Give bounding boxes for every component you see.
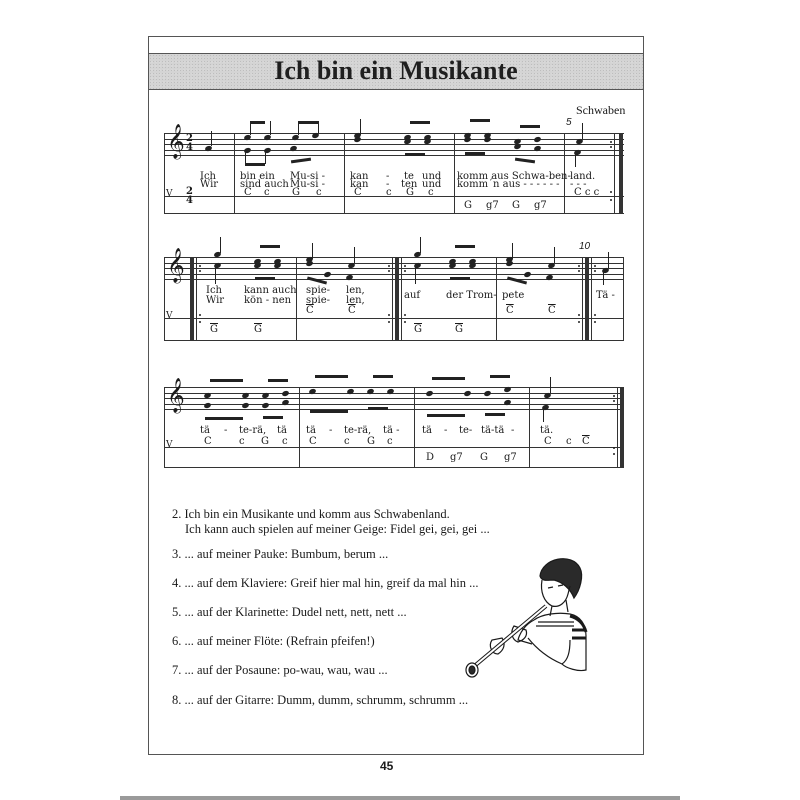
lyric: kann auch xyxy=(244,285,297,296)
lyric: - xyxy=(224,425,228,436)
treble-clef-icon: 𝄞 xyxy=(167,378,185,413)
lyric: komm aus Schwa-ben- xyxy=(457,171,571,182)
repeat-start-barline xyxy=(190,257,194,341)
lyric: kön - nen xyxy=(244,295,292,306)
verse-line: ... auf dem Klaviere: Greif hier mal hin, greif da mal hin ... xyxy=(184,576,479,590)
lyric: - xyxy=(386,179,390,190)
lyric: tä xyxy=(306,425,316,436)
chord: G xyxy=(512,200,520,211)
lyric: ten xyxy=(401,179,418,190)
lyric: te-rä, xyxy=(344,425,372,436)
chord: G xyxy=(261,436,269,447)
chord: $\overline{G}$ xyxy=(455,324,463,335)
chord: G xyxy=(406,187,414,198)
accompaniment-line xyxy=(164,196,624,197)
chord: $\overline{C}$ xyxy=(548,305,556,316)
clarinet-player-illustration-icon xyxy=(462,540,642,720)
verse-line: ... auf meiner Pauke: Bumbum, berum ... xyxy=(184,547,389,561)
treble-staff xyxy=(164,257,624,280)
chord: $\overline{G}$ xyxy=(210,324,218,335)
chord: g7 xyxy=(486,200,499,211)
chord: c xyxy=(316,187,322,198)
treble-clef-icon: 𝄞 xyxy=(167,248,185,283)
lyric: tä xyxy=(277,425,287,436)
chord: $\overline{C}$ xyxy=(582,436,590,447)
time-signature: 2 4 xyxy=(186,133,193,153)
lyric: len, xyxy=(346,295,365,306)
lyric: - xyxy=(329,425,333,436)
chord: c xyxy=(264,187,270,198)
accomp-marker: V xyxy=(166,311,173,321)
lyric: und xyxy=(422,171,442,182)
lyric: - - - xyxy=(570,179,587,190)
lyric: Mu-si - xyxy=(290,171,325,182)
song-title: Ich bin ein Musikante xyxy=(274,56,518,85)
lyric: tä-tä xyxy=(481,425,505,436)
lyric: Tä - xyxy=(596,290,615,301)
page-number: 45 xyxy=(380,759,394,773)
lyric: tä xyxy=(422,425,432,436)
lyric: auf xyxy=(404,290,421,301)
lyric: te-rä, xyxy=(239,425,267,436)
accompaniment-line xyxy=(164,447,624,448)
verse-7 xyxy=(172,663,388,678)
chord: C xyxy=(309,436,317,447)
lyric: sind auch xyxy=(240,179,289,190)
lyric: Wir xyxy=(206,295,225,306)
song-origin: Schwaben xyxy=(576,103,626,117)
chord: c xyxy=(387,436,393,447)
accomp-marker: V xyxy=(166,440,173,450)
lyric: komm´n aus - - - - - - xyxy=(457,179,560,190)
chord: $\overline{G}$ xyxy=(414,324,422,335)
verse-line: Ich kann auch spielen auf meiner Geige: Fidel gei, gei, gei ... xyxy=(185,522,490,536)
chord: $\overline{C}$ xyxy=(506,305,514,316)
chord: c xyxy=(386,187,392,198)
verse-number: 8. xyxy=(172,693,182,707)
verse-line: ... auf der Posaune: po-wau, wau, wau ... xyxy=(184,663,388,677)
chord: G xyxy=(480,452,488,463)
system-bottom-line xyxy=(164,213,624,214)
verse-number: 2. xyxy=(172,507,182,521)
accompaniment-line xyxy=(164,318,624,319)
chord: G xyxy=(367,436,375,447)
measure-number-5: 5 xyxy=(566,117,572,128)
lyric: bin ein xyxy=(240,171,275,182)
verse-line: ... auf der Gitarre: Dumm, dumm, schrumm, schrumm ... xyxy=(184,693,469,707)
lyric: tä - xyxy=(383,425,400,436)
chord: c xyxy=(566,436,572,447)
chord: g7 xyxy=(534,200,547,211)
lyric: pete xyxy=(502,290,525,301)
chord: G xyxy=(292,187,300,198)
lyric: - xyxy=(511,425,515,436)
lyric: spie- xyxy=(306,285,331,296)
page-bottom-edge xyxy=(120,796,680,800)
lyric: der Trom- xyxy=(446,290,497,301)
verse-number: 5. xyxy=(172,605,182,619)
lyric: Ich xyxy=(206,285,222,296)
verse-8 xyxy=(172,693,468,708)
lyric: kan xyxy=(350,171,369,182)
lyric: tä xyxy=(200,425,210,436)
chord: C xyxy=(354,187,362,198)
lyric: spie- xyxy=(306,295,331,306)
lyric: Ich xyxy=(200,171,216,182)
verse-line: ... auf meiner Flöte: (Refrain pfeifen!) xyxy=(184,634,375,648)
verse-number: 3. xyxy=(172,547,182,561)
chord: g7 xyxy=(504,452,517,463)
lyric: kan xyxy=(350,179,369,190)
lyric: - xyxy=(444,425,448,436)
chord: C xyxy=(544,436,552,447)
chord: $\overline{G}$ xyxy=(254,324,262,335)
verse-6 xyxy=(172,634,375,649)
verse-5 xyxy=(172,605,407,620)
verse-4 xyxy=(172,576,479,591)
verse-number: 6. xyxy=(172,634,182,648)
chord: C xyxy=(244,187,252,198)
verse-number: 7. xyxy=(172,663,182,677)
system-bottom-line xyxy=(164,340,624,341)
title-band xyxy=(149,53,643,90)
chord: D xyxy=(426,452,435,463)
score-system-3 xyxy=(164,378,624,469)
lyric: te xyxy=(404,171,414,182)
accomp-time-signature: 2 4 xyxy=(186,186,193,206)
chord: $\overline{C}$ xyxy=(348,305,356,316)
verse-line: Ich bin ein Musikante und komm aus Schwabenland. xyxy=(184,507,450,521)
lyric: Wir xyxy=(200,179,219,190)
chord: c xyxy=(344,436,350,447)
verse-3 xyxy=(172,547,388,562)
chord: c xyxy=(239,436,245,447)
accomp-marker: V xyxy=(166,189,173,199)
system-bottom-line xyxy=(164,467,624,468)
chord: $\overline{C}$ xyxy=(306,305,314,316)
lyric: len, xyxy=(346,285,365,296)
chord: G xyxy=(464,200,472,211)
verse-number: 4. xyxy=(172,576,182,590)
lyric: und xyxy=(422,179,442,190)
chord: g7 xyxy=(450,452,463,463)
lyric: - xyxy=(386,171,390,182)
score-system-1 xyxy=(164,117,624,215)
lyric: tä. xyxy=(540,425,554,436)
verse-line: ... auf der Klarinette: Dudel nett, nett, nett ... xyxy=(184,605,407,619)
chord: C xyxy=(204,436,212,447)
verse-2 xyxy=(172,507,490,537)
chord: c xyxy=(428,187,434,198)
lyric: te- xyxy=(459,425,473,436)
lyric: land. xyxy=(570,171,596,182)
chord: C c c xyxy=(574,187,600,198)
score-system-2 xyxy=(164,241,624,342)
treble-clef-icon: 𝄞 xyxy=(167,124,185,159)
measure-number-10: 10 xyxy=(579,241,591,252)
lyric: Mu-si - xyxy=(290,179,325,190)
treble-staff xyxy=(164,133,624,156)
chord: c xyxy=(282,436,288,447)
